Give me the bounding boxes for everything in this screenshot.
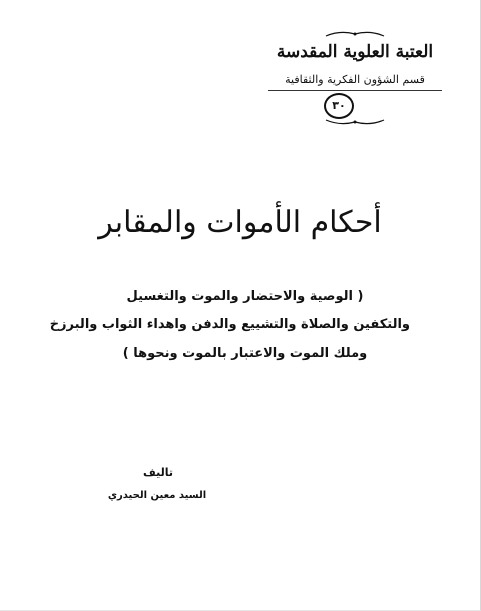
logo-line-institution: العتبة العلوية المقدسة [276, 42, 434, 62]
logo-ornament-bottom [324, 118, 386, 126]
publisher-logo [266, 30, 444, 130]
series-number-badge: ٣٠ [324, 93, 354, 119]
author-name: السيد معين الحيدري [107, 490, 207, 501]
logo-ornament-top [324, 30, 386, 38]
subtitle-line-2: والتكفين والصلاة والتشييع والدفن واهداء الثواب والبرزخ [49, 317, 410, 332]
logo-line-department: قسم الشؤون الفكرية والثقافية [285, 73, 425, 86]
book-title: أحكام الأموات والمقابر [98, 205, 382, 240]
subtitle-line-1: ( الوصية والاحتضار والموت والتغسيل [126, 289, 364, 304]
author-label: تاليف [143, 466, 173, 479]
subtitle-line-3: وملك الموت والاعتبار بالموت ونحوها ) [122, 346, 368, 361]
logo-divider [268, 90, 442, 91]
